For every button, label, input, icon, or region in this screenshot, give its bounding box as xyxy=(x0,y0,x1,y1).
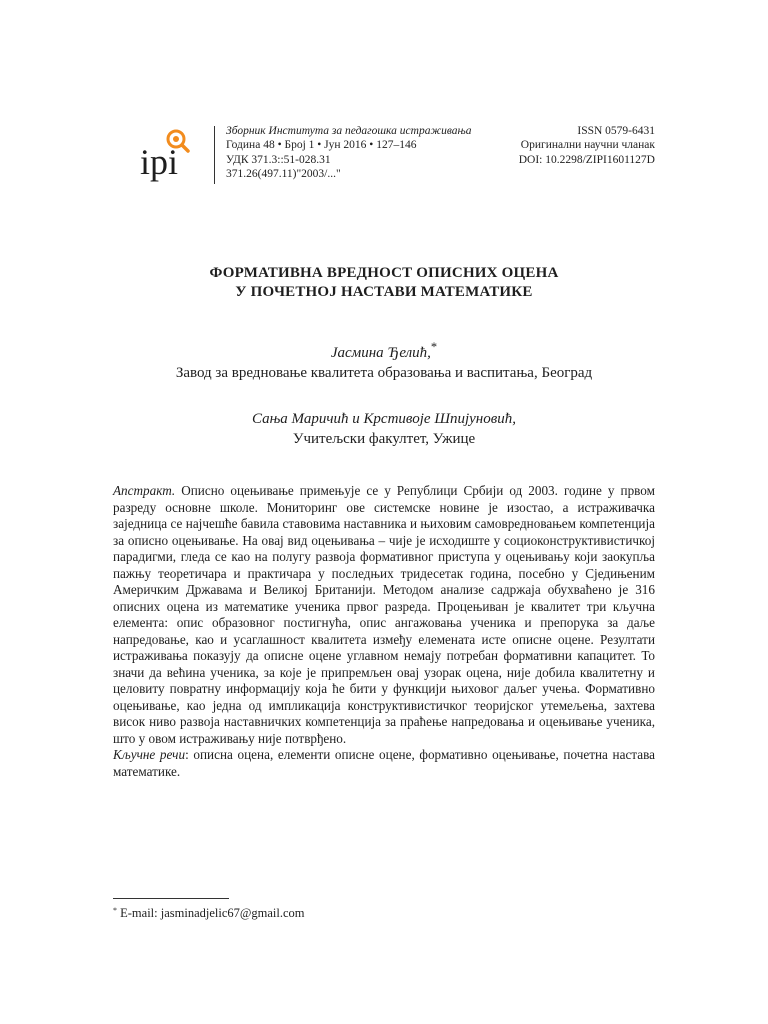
footnote-email: E-mail: jasminadjelic67@gmail.com xyxy=(120,906,305,920)
title-line-2: У ПОЧЕТНОЈ НАСТАВИ МАТЕМАТИКЕ xyxy=(235,284,533,300)
footnote-mark: * xyxy=(113,906,117,915)
article-type: Оригинални научни чланак xyxy=(520,139,655,152)
footnote xyxy=(113,903,305,921)
abstract-body xyxy=(113,483,655,747)
doi: DOI: 10.2298/ZIPI1601127D xyxy=(518,153,655,166)
author-block-2 xyxy=(0,409,768,449)
issn: ISSN 0579-6431 xyxy=(577,125,655,137)
author-name: Јасмина Ђелић, xyxy=(330,345,431,361)
footnote-rule xyxy=(113,898,229,899)
abstract-text: Описно оцењивање примењује се у Републици Србији од 2003. године у првом разреду основне школе. Мониторинг ове системске новине је изостао, а истраживачка заједница се најчешће бавила ставовима наставника и њиховим самовредновањем компетенција за описно оцењивање. На овај вид оцењивања – чије је исходиште у социоконструктивистичкој парадигми, гледа се као на полугу развоја формативног приступа у оцењивању који заокупља пажњу теоретичара и практичара у последњих тридесетак година, посебно у Сједињеним Америчким Државама и Великој Британији. Методом анализе садржаја обухваћено је 316 описних оцена из математике ученика првог разреда. Процењиван је квалитет три кључна елемента: опис образовног постигнућа, опис ангажовања ученика и препорука за даље напредовање, као и усаглашност квалитета између елемената исте описне оцене. Резултати истраживања показују да описне оцене углавном немају потребан формативни капацитет. То значи да већина ученика, за које је припремљен овај узорак оцена, није добила квалитетну и целовиту повратну информацију која ће бити у функцији њиховог даљег учења. Формативно оцењивање, као једна од импликација конструктивистичког теоријског утемељења, захтева висок ниво развоја наставничких компетенција за праћење напредовања и оцењивање ученика, што у овом истраживању није потврђено. xyxy=(113,483,655,746)
keywords-text: описна оцена, елементи описне оцене, формативно оцењивање, почетна настава математике. xyxy=(113,747,655,779)
header-left xyxy=(226,124,472,181)
author-name: Сања Маричић и Крстивоје Шпијуновић, xyxy=(252,411,516,427)
author-footnote-mark: * xyxy=(430,340,438,354)
title-line-1: ФОРМАТИВНА ВРЕДНОСТ ОПИСНИХ ОЦЕНА xyxy=(209,265,559,281)
abstract xyxy=(113,483,655,780)
article-title xyxy=(0,264,768,302)
keywords-separator: : xyxy=(185,747,189,762)
header-divider xyxy=(214,126,215,184)
author-affiliation: Учитељски факултет, Ужице xyxy=(292,431,476,447)
keywords xyxy=(113,747,655,780)
keywords-label: Кључне речи xyxy=(113,747,186,762)
header-right xyxy=(519,124,655,167)
author-affiliation: Завод за вредновање квалитета образовања и васпитања, Београд xyxy=(175,365,593,381)
ipi-logo xyxy=(138,126,208,182)
udk-code: УДК 371.3::51-028.31 xyxy=(226,153,331,166)
author-block-1 xyxy=(0,337,768,383)
logo-text: ipi xyxy=(140,142,179,182)
udk-code-2: 371.26(497.11)"2003/..." xyxy=(226,167,341,180)
abstract-label: Апстракт. xyxy=(113,483,176,498)
volume-info: Година 48 • Број 1 • Јун 2016 • 127–146 xyxy=(226,139,417,152)
journal-name: Зборник Института за педагошка истраживања xyxy=(226,125,472,137)
